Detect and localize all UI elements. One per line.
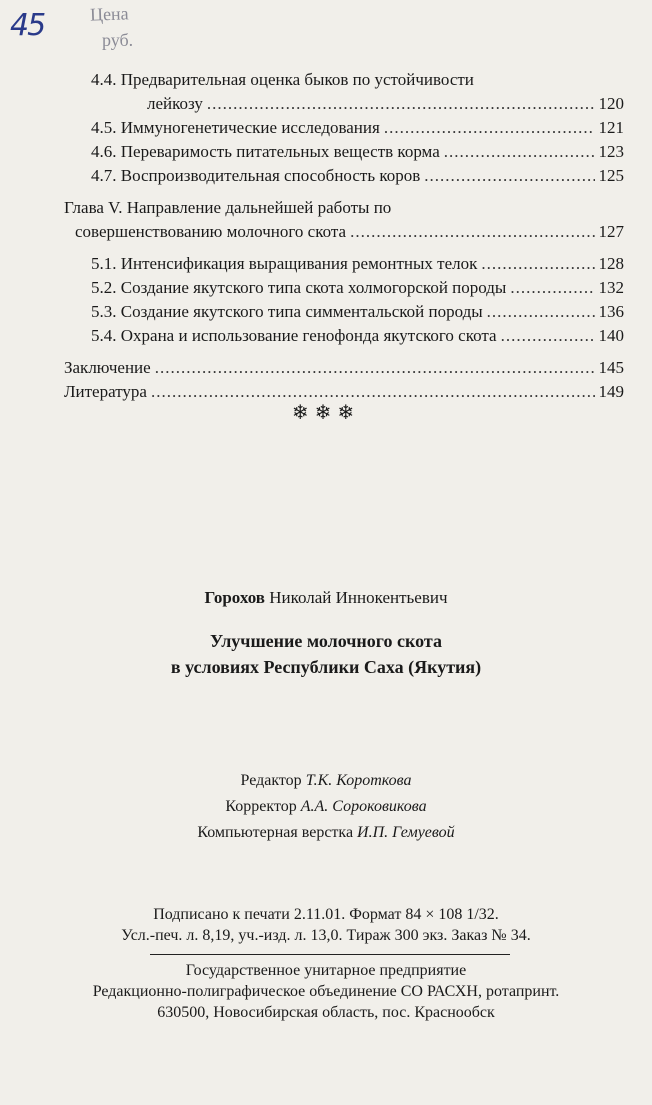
divider <box>150 954 510 955</box>
toc-entry-4-5 <box>64 116 624 140</box>
toc-entry-5-2 <box>64 276 624 300</box>
proofreader-name: А.А. Сороковикова <box>300 798 427 815</box>
toc-entry-text: лейкозу <box>147 94 203 113</box>
layout-label: Компьютерная верстка <box>197 824 354 841</box>
table-of-contents <box>64 68 624 404</box>
snowflake-ornament-icon: ❄❄❄ <box>291 400 361 424</box>
book-title <box>0 628 652 680</box>
toc-entry-text: Глава V. Направление дальнейшей работы по <box>64 198 392 217</box>
toc-leader <box>481 252 594 276</box>
toc-leader <box>207 92 595 116</box>
price-stamp-line2: руб. <box>102 30 134 50</box>
layout-credit <box>0 820 652 846</box>
editor-credit <box>0 768 652 794</box>
toc-leader <box>444 140 595 164</box>
toc-page-number: 136 <box>598 302 624 321</box>
toc-page-number: 127 <box>598 222 624 241</box>
toc-chapter-5-cont <box>64 220 624 244</box>
toc-entry-4-4-cont <box>64 92 624 116</box>
toc-entry-text: 4.7. Воспроизводительная способность коров <box>91 166 421 185</box>
toc-leader <box>350 220 594 244</box>
toc-entry-5-3 <box>64 300 624 324</box>
toc-page-number: 125 <box>598 166 624 185</box>
toc-page-number: 149 <box>598 382 624 401</box>
toc-entry-text: 5.4. Охрана и использование генофонда якутского скота <box>91 326 497 345</box>
toc-leader <box>501 324 595 348</box>
publisher-line1: Государственное унитарное предприятие <box>185 962 467 979</box>
print-details <box>0 904 652 946</box>
publisher-line2: Редакционно-полиграфическое объединение СО РАСХН, ротапринт. <box>92 983 560 1000</box>
toc-leader <box>424 164 594 188</box>
proofreader-label: Корректор <box>225 798 297 815</box>
toc-entry-text: 5.3. Создание якутского типа симментальской породы <box>91 302 483 321</box>
toc-page-number: 132 <box>598 278 624 297</box>
toc-entry-4-7 <box>64 164 624 188</box>
print-details-line1: Подписано к печати 2.11.01. Формат 84 × 108 1/32. <box>153 906 499 923</box>
toc-page-number: 128 <box>598 254 624 273</box>
toc-entry-4-4 <box>64 68 624 92</box>
toc-page-number: 145 <box>598 358 624 377</box>
toc-entry-text: 4.5. Иммуногенетические исследования <box>91 118 380 137</box>
publisher-block <box>0 960 652 1023</box>
editor-name: Т.К. Короткова <box>305 772 412 789</box>
toc-leader <box>155 356 595 380</box>
toc-entry-text: 4.6. Переваримость питательных веществ корма <box>91 142 440 161</box>
publisher-line3: 630500, Новосибирская область, пос. Краснообск <box>157 1004 495 1021</box>
toc-leader <box>384 116 595 140</box>
toc-leader <box>510 276 594 300</box>
print-details-line2: Усл.-печ. л. 8,19, уч.-изд. л. 13,0. Тираж 300 экз. Заказ № 34. <box>121 927 531 944</box>
toc-page-number: 120 <box>598 94 624 113</box>
toc-entry-4-6 <box>64 140 624 164</box>
price-stamp-line1: Цена <box>89 3 129 25</box>
toc-entry-text: Литература <box>64 382 147 401</box>
handwritten-note <box>10 3 134 50</box>
handwritten-number: 45 <box>10 8 45 43</box>
toc-page-number: 140 <box>598 326 624 345</box>
credits-block <box>0 768 652 846</box>
author-name <box>0 588 652 608</box>
author-surname: Горохов <box>204 588 265 607</box>
toc-page-number: 121 <box>598 118 624 137</box>
book-title-line2: в условиях Республики Саха (Якутия) <box>170 657 482 677</box>
toc-entry-text: совершенствованию молочного скота <box>75 222 347 241</box>
toc-entry-5-4 <box>64 324 624 348</box>
author-given-names: Николай Иннокентьевич <box>269 588 448 607</box>
toc-entry-text: 5.2. Создание якутского типа скота холмогорской породы <box>91 278 507 297</box>
layout-name: И.П. Гемуевой <box>357 824 455 841</box>
toc-entry-text: 5.1. Интенсификация выращивания ремонтных телок <box>91 254 478 273</box>
toc-conclusion <box>64 356 624 380</box>
proofreader-credit <box>0 794 652 820</box>
toc-entry-5-1 <box>64 252 624 276</box>
toc-leader <box>487 300 595 324</box>
toc-chapter-5 <box>64 196 624 220</box>
toc-entry-text: 4.4. Предварительная оценка быков по устойчивости <box>91 70 474 89</box>
toc-entry-text: Заключение <box>64 358 151 377</box>
toc-page-number: 123 <box>598 142 624 161</box>
book-title-line1: Улучшение молочного скота <box>210 631 442 651</box>
editor-label: Редактор <box>240 772 302 789</box>
